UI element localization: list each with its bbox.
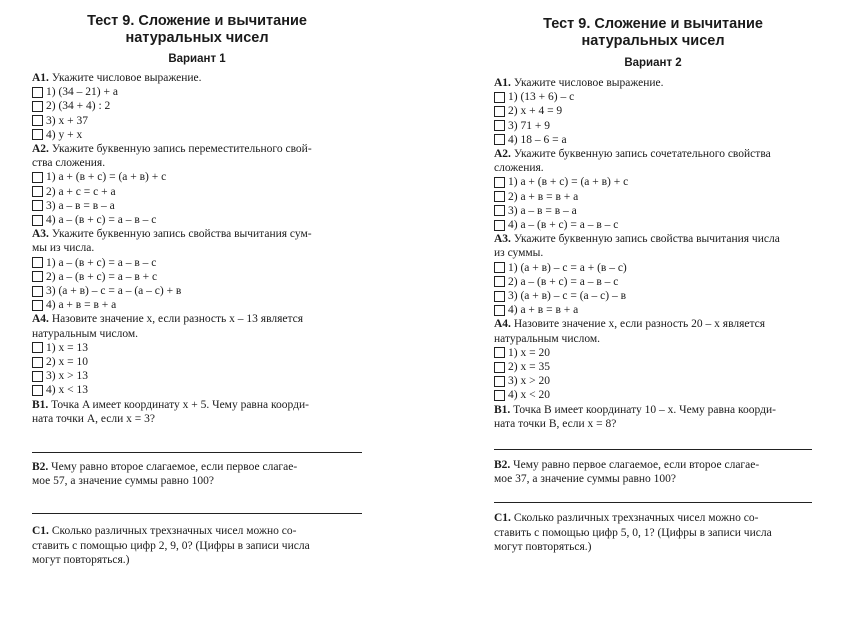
answer-checkbox[interactable] (32, 186, 43, 197)
question-text-line1: Укажите буквенную запись свойства вычитания числа (513, 233, 780, 246)
answer-checkbox[interactable] (32, 215, 43, 226)
answer-checkbox[interactable] (494, 305, 505, 316)
answer-checkbox[interactable] (494, 220, 505, 231)
question-text-line1: Чему равно первое слагаемое, если второе слагае- (513, 459, 760, 472)
question-number: А3. (32, 228, 49, 241)
answer-option-text: 1) a + (в + с) = (a + в) + с (46, 171, 167, 184)
question-a1 (32, 71, 362, 85)
question-number: А4. (494, 318, 511, 331)
variant-label: Вариант 2 (624, 57, 682, 69)
answer-option-text: 3) a – в = в – a (46, 199, 115, 212)
question-c1 (32, 524, 362, 567)
question-number: А2. (494, 148, 511, 161)
answer-option-text: 3) 71 + 9 (508, 119, 550, 132)
question-number: А4. (32, 313, 49, 326)
answer-option-text: 2) a + в = в + a (508, 190, 579, 203)
question-a4 (32, 312, 362, 340)
question-number: А3. (494, 233, 511, 246)
answer-option-text: 3) x > 20 (508, 375, 550, 388)
answer-option-text: 2) (34 + 4) : 2 (46, 100, 111, 113)
question-text-line2: ната точки A, если x = 3? (32, 412, 155, 425)
answer-checkbox[interactable] (32, 357, 43, 368)
question-text-line1: Назовите значение x, если разность 20 – x является (513, 318, 766, 331)
test-title-line1: Тест 9. Сложение и вычитание (87, 13, 307, 29)
answer-option-text: 3) x > 13 (46, 370, 88, 383)
question-a2 (494, 147, 812, 175)
answer-option[interactable] (32, 199, 362, 213)
answer-option[interactable] (494, 90, 812, 104)
answer-checkbox[interactable] (32, 371, 43, 382)
answer-option[interactable] (494, 190, 812, 204)
answer-option[interactable] (32, 99, 362, 113)
answer-option[interactable] (494, 104, 812, 118)
question-b2 (494, 458, 812, 486)
question-text-line2: ставить с помощью цифр 2, 9, 0? (Цифры в записи числа (32, 539, 310, 552)
answer-option[interactable] (32, 341, 362, 355)
answer-option[interactable] (494, 218, 812, 232)
variant-1-column (32, 0, 362, 567)
answer-option[interactable] (32, 298, 362, 312)
answer-checkbox[interactable] (494, 362, 505, 373)
answer-option-text: 4) a + в = в + a (508, 304, 579, 317)
answer-checkbox[interactable] (494, 291, 505, 302)
answer-option-text: 2) x + 4 = 9 (508, 105, 563, 118)
answer-option-text: 4) 18 – 6 = a (508, 133, 567, 146)
question-a2 (32, 142, 362, 170)
question-text-line2: ставить с помощью цифр 5, 0, 1? (Цифры в записи числа (494, 526, 772, 539)
answer-option[interactable] (494, 346, 812, 360)
answer-checkbox[interactable] (494, 390, 505, 401)
answer-checkbox[interactable] (494, 92, 505, 103)
answer-option-text: 1) a – (в + с) = a – в – с (46, 256, 157, 269)
question-text-line2: мое 37, а значение суммы равно 100? (494, 473, 677, 486)
answer-checkbox[interactable] (494, 134, 505, 145)
answer-option-text: 1) (13 + 6) – с (508, 91, 575, 104)
test-title (32, 13, 362, 47)
question-text-line2: мое 57, а значение суммы равно 100? (32, 475, 215, 488)
answer-option-text: 1) (a + в) – с = a + (в – с) (508, 261, 627, 274)
answer-option[interactable] (32, 256, 362, 270)
answer-option-text: 3) a – в = в – a (508, 204, 577, 217)
question-number: А2. (32, 143, 49, 156)
answer-checkbox[interactable] (494, 191, 505, 202)
question-a4 (494, 317, 812, 345)
answer-option[interactable] (32, 383, 362, 397)
question-a3 (494, 232, 812, 260)
answer-option-text: 3) (a + в) – с = (a – с) – в (508, 290, 627, 303)
answer-option-text: 4) a – (в + с) = a – в – с (46, 214, 157, 227)
answer-checkbox[interactable] (32, 300, 43, 311)
answer-option[interactable] (32, 369, 362, 383)
answer-option[interactable] (494, 303, 812, 317)
answer-option-text: 4) a + в = в + a (46, 299, 117, 312)
answer-checkbox[interactable] (32, 101, 43, 112)
question-number: С1. (32, 525, 49, 538)
question-text-line1: Укажите буквенную запись сочетательного свойства (513, 148, 771, 161)
answer-checkbox[interactable] (32, 172, 43, 183)
answer-option-text: 3) (a + в) – с = a – (a – с) + в (46, 285, 182, 298)
answer-option[interactable] (32, 213, 362, 227)
answer-checkbox[interactable] (494, 177, 505, 188)
answer-option-text: 4) y + x (46, 128, 83, 141)
question-text-line2: ната точки B, если x = 8? (494, 417, 617, 430)
question-text-line2: ства сложения. (32, 157, 106, 170)
question-text-line1: Точка B имеет координату 10 – x. Чему равна коорди- (513, 403, 776, 416)
test-title-line1: Тест 9. Сложение и вычитание (543, 16, 763, 32)
answer-checkbox[interactable] (32, 257, 43, 268)
answer-checkbox[interactable] (32, 129, 43, 140)
question-text-line1: Сколько различных трехзначных чисел можно со- (51, 525, 297, 538)
test-title-line2: натуральных чисел (581, 33, 725, 49)
answer-option[interactable] (494, 388, 812, 402)
answer-checkbox[interactable] (32, 200, 43, 211)
question-text-line2: натуральным числом. (32, 327, 139, 340)
answer-option-text: 2) x = 35 (508, 361, 550, 374)
answer-checkbox[interactable] (494, 347, 505, 358)
test-title-line2: натуральных чисел (125, 30, 269, 46)
answer-checkbox[interactable] (494, 376, 505, 387)
question-number: А1. (494, 77, 511, 89)
answer-option[interactable] (32, 270, 362, 284)
question-number: В1. (494, 403, 511, 416)
answer-option-text: 2) a + с = с + a (46, 185, 116, 198)
test-title (494, 16, 812, 50)
question-a3 (32, 227, 362, 255)
answer-checkbox[interactable] (494, 205, 505, 216)
question-text-line1: Укажите буквенную запись свойства вычитания сум- (51, 228, 312, 241)
answer-checkbox[interactable] (32, 385, 43, 396)
answer-option-text: 2) a – (в + с) = a – в – с (508, 275, 619, 288)
answer-checkbox[interactable] (32, 115, 43, 126)
variant-label: Вариант 1 (168, 53, 226, 65)
answer-option[interactable] (494, 133, 812, 147)
answer-option-text: 2) x = 10 (46, 356, 88, 369)
answer-option-text: 4) a – (в + с) = a – в – с (508, 219, 619, 232)
answer-option[interactable] (494, 119, 812, 133)
question-number: В2. (32, 461, 49, 474)
answer-option[interactable] (494, 275, 812, 289)
answer-option-text: 2) a – (в + с) = a – в + с (46, 270, 158, 283)
answer-option[interactable] (32, 170, 362, 184)
answer-option[interactable] (32, 284, 362, 298)
question-b1 (494, 403, 812, 431)
question-text-line1: Точка A имеет координату x + 5. Чему равна коорди- (51, 398, 309, 411)
question-text-line2: сложения. (494, 162, 544, 175)
question-text-line2: натуральным числом. (494, 332, 601, 345)
question-text: Укажите числовое выражение. (51, 72, 202, 84)
answer-option[interactable] (32, 185, 362, 199)
variant-2-column (494, 0, 812, 554)
answer-checkbox[interactable] (32, 87, 43, 98)
answer-checkbox[interactable] (494, 106, 505, 117)
answer-option[interactable] (494, 289, 812, 303)
question-text-line1: Сколько различных трехзначных чисел можно со- (513, 512, 759, 525)
question-b2 (32, 460, 362, 488)
answer-option[interactable] (32, 114, 362, 128)
answer-option[interactable] (32, 128, 362, 142)
question-text-line1: Укажите буквенную запись переместительного свой- (51, 143, 312, 156)
answer-option[interactable] (494, 175, 812, 189)
answer-checkbox[interactable] (32, 271, 43, 282)
question-number: В2. (494, 459, 511, 472)
answer-option[interactable] (494, 374, 812, 388)
question-text-line3: могут повторяться.) (494, 540, 592, 553)
answer-option-text: 1) (34 – 21) + a (46, 86, 118, 99)
answer-checkbox[interactable] (32, 342, 43, 353)
answer-option-text: 1) x = 20 (508, 346, 550, 359)
answer-checkbox[interactable] (494, 120, 505, 131)
question-text-line1: Чему равно второе слагаемое, если первое слагае- (51, 461, 298, 474)
question-number: С1. (494, 512, 511, 525)
question-text-line1: Назовите значение x, если разность x – 13 является (51, 313, 304, 326)
question-number: А1. (32, 72, 49, 84)
answer-option-text: 4) x < 13 (46, 384, 88, 397)
question-a1 (494, 76, 812, 90)
question-text: Укажите числовое выражение. (513, 77, 664, 89)
answer-option[interactable] (494, 261, 812, 275)
question-c1 (494, 511, 812, 554)
answer-option[interactable] (494, 204, 812, 218)
question-text-line3: могут повторяться.) (32, 553, 130, 566)
answer-option-text: 1) a + (в + с) = (a + в) + с (508, 176, 629, 189)
question-text-line2: из суммы. (494, 247, 544, 260)
answer-option-text: 1) x = 13 (46, 341, 88, 354)
answer-option[interactable] (32, 85, 362, 99)
answer-option-text: 3) x + 37 (46, 114, 88, 127)
question-b1 (32, 398, 362, 426)
question-text-line2: мы из числа. (32, 242, 95, 255)
answer-option[interactable] (494, 360, 812, 374)
answer-option-text: 4) x < 20 (508, 389, 550, 402)
answer-checkbox[interactable] (494, 276, 505, 287)
answer-option[interactable] (32, 355, 362, 369)
question-number: В1. (32, 398, 49, 411)
answer-checkbox[interactable] (494, 262, 505, 273)
answer-checkbox[interactable] (32, 286, 43, 297)
